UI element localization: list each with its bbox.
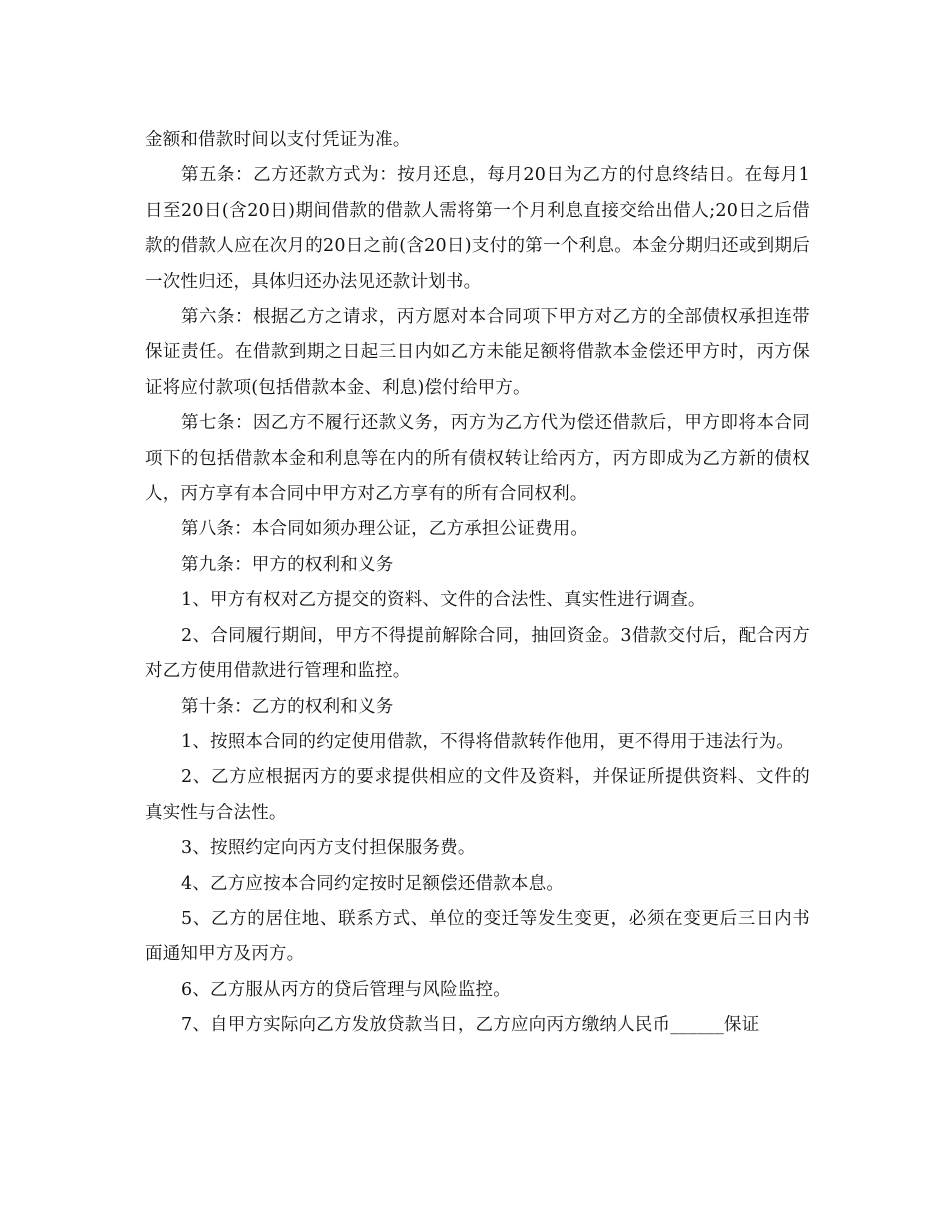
article-7-paragraph: 第七条：因乙方不履行还款义务，丙方为乙方代为偿还借款后，甲方即将本合同项下的包括借款本金和利息等在内的所有债权转让给丙方，丙方即成为乙方新的债权人，丙方享有本合同中甲方对乙方享有的所有合同权利。 xyxy=(145,413,810,505)
article-10-item-4: 4、乙方应按本合同约定按时足额偿还借款本息。 xyxy=(181,873,565,894)
article-10-item-2: 2、乙方应根据丙方的要求提供相应的文件及资料，并保证所提供资料、文件的真实性与合法性。 xyxy=(145,767,810,823)
paragraph-continuation: 金额和借款时间以支付凭证为准。 xyxy=(145,130,411,150)
article-10-item-7: 7、自甲方实际向乙方发放贷款当日，乙方应向丙方缴纳人民币______保证 xyxy=(181,1015,760,1036)
article-10-item-5: 5、乙方的居住地、联系方式、单位的变迁等发生变更，必须在变更后三日内书面通知甲方及丙方。 xyxy=(145,908,810,965)
article-6-paragraph: 第六条：根据乙方之请求，丙方愿对本合同项下甲方对乙方的全部债权承担连带保证责任。在借款到期之日起三日内如乙方未能足额将借款本金偿还甲方时，丙方保证将应付款项(包括借款本金、利息)偿付给甲方。 xyxy=(145,307,810,398)
article-9-item-1: 1、甲方有权对乙方提交的资料、文件的合法性、真实性进行调查。 xyxy=(181,590,706,611)
document-body xyxy=(145,123,810,1044)
article-10-item-3: 3、按照约定向丙方支付担保服务费。 xyxy=(181,838,476,859)
article-9-item-2: 2、合同履行期间，甲方不得提前解除合同，抽回资金。3借款交付后，配合丙方对乙方使用借款进行管理和监控。 xyxy=(145,625,810,682)
article-10-heading: 第十条：乙方的权利和义务 xyxy=(181,696,394,717)
article-10-item-1: 1、按照本合同的约定使用借款，不得将借款转作他用，更不得用于违法行为。 xyxy=(181,731,795,752)
article-9-heading: 第九条：甲方的权利和义务 xyxy=(181,554,394,575)
article-5-paragraph: 第五条：乙方还款方式为：按月还息，每月20日为乙方的付息终结日。在每月1日至20日(含20日)期间借款的借款人需将第一个月利息直接交给出借人;20日之后借款的借款人应在次月的20日之前(含20日)支付的第一个利息。本金分期归还或到期后一次性归还，具体归还办法见还款计划书。 xyxy=(145,165,810,292)
article-10-item-6: 6、乙方服从丙方的贷后管理与风险监控。 xyxy=(181,979,511,1000)
article-8-paragraph: 第八条：本合同如须办理公证，乙方承担公证费用。 xyxy=(181,519,589,540)
